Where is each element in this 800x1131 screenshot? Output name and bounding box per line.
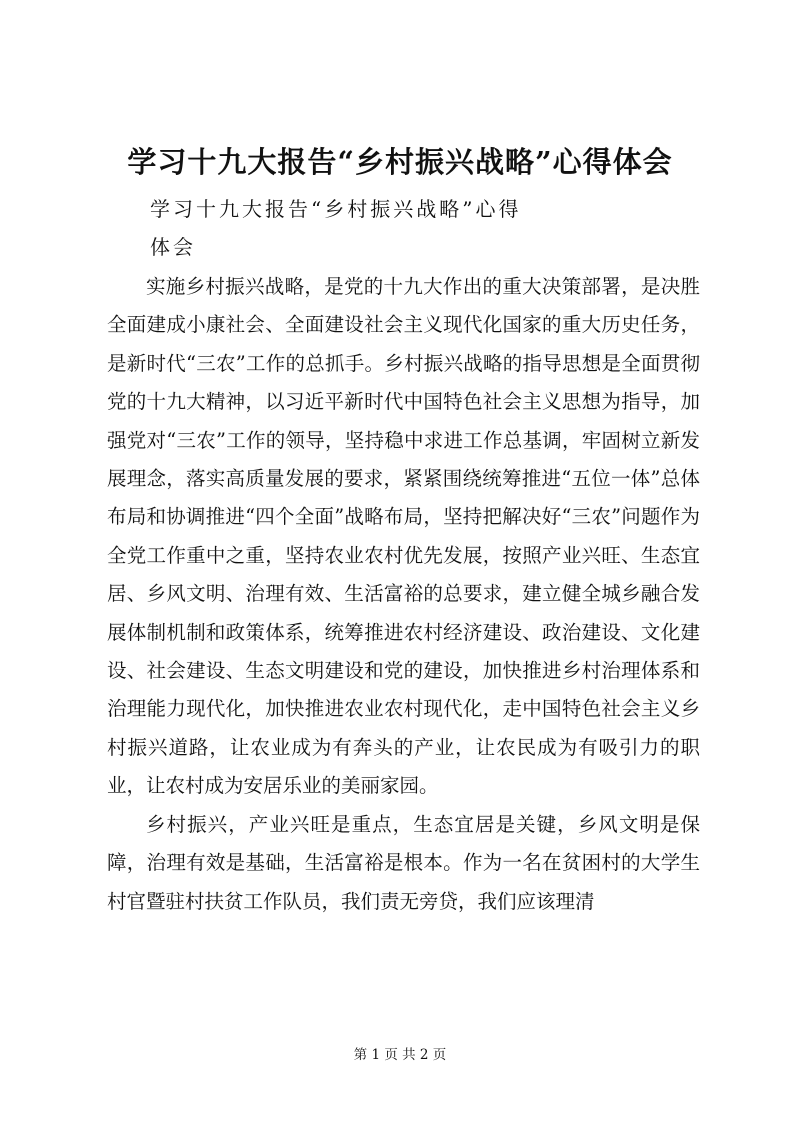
subtitle-line-1: 学习十九大报告“乡村振兴战略”心得: [150, 197, 522, 221]
document-title: 学习十九大报告“乡村振兴战略”心得体会: [127, 145, 673, 179]
paragraph-2: 乡村振兴，产业兴旺是重点，生态宜居是关键，乡风文明是保障，治理有效是基础，生活富裕是根本。作为一名在贫困村的大学生村官暨驻村扶贫工作队员，我们责无旁贷，我们应该理清: [107, 812, 700, 913]
subtitle-line-2: 体会: [150, 235, 196, 259]
document-body: [107, 268, 700, 921]
paragraph-1: 实施乡村振兴战略，是党的十九大作出的重大决策部署，是决胜全面建成小康社会、全面建设社会主义现代化国家的重大历史任务，是新时代“三农”工作的总抓手。乡村振兴战略的指导思想是全面贯彻党的十九大精神，以习近平新时代中国特色社会主义思想为指导，加强党对“三农”工作的领导，坚持稳中求进工作总基调，牢固树立新发展理念，落实高质量发展的要求，紧紧围绕统筹推进“五位一体”总体布局和协调推进“四个全面”战略布局，坚持把解决好“三农”问题作为全党工作重中之重，坚持农业农村优先发展，按照产业兴旺、生态宜居、乡风文明、治理有效、生活富裕的总要求，建立健全城乡融合发展体制机制和政策体系，统筹推进农村经济建设、政治建设、文化建设、社会建设、生态文明建设和党的建设，加快推进乡村治理体系和治理能力现代化，加快推进农业农村现代化，走中国特色社会主义乡村振兴道路，让农业成为有奔头的产业，让农民成为有吸引力的职业，让农村成为安居乐业的美丽家园。: [107, 275, 700, 798]
page-footer: 第 1 页 共 2 页: [353, 1047, 447, 1063]
